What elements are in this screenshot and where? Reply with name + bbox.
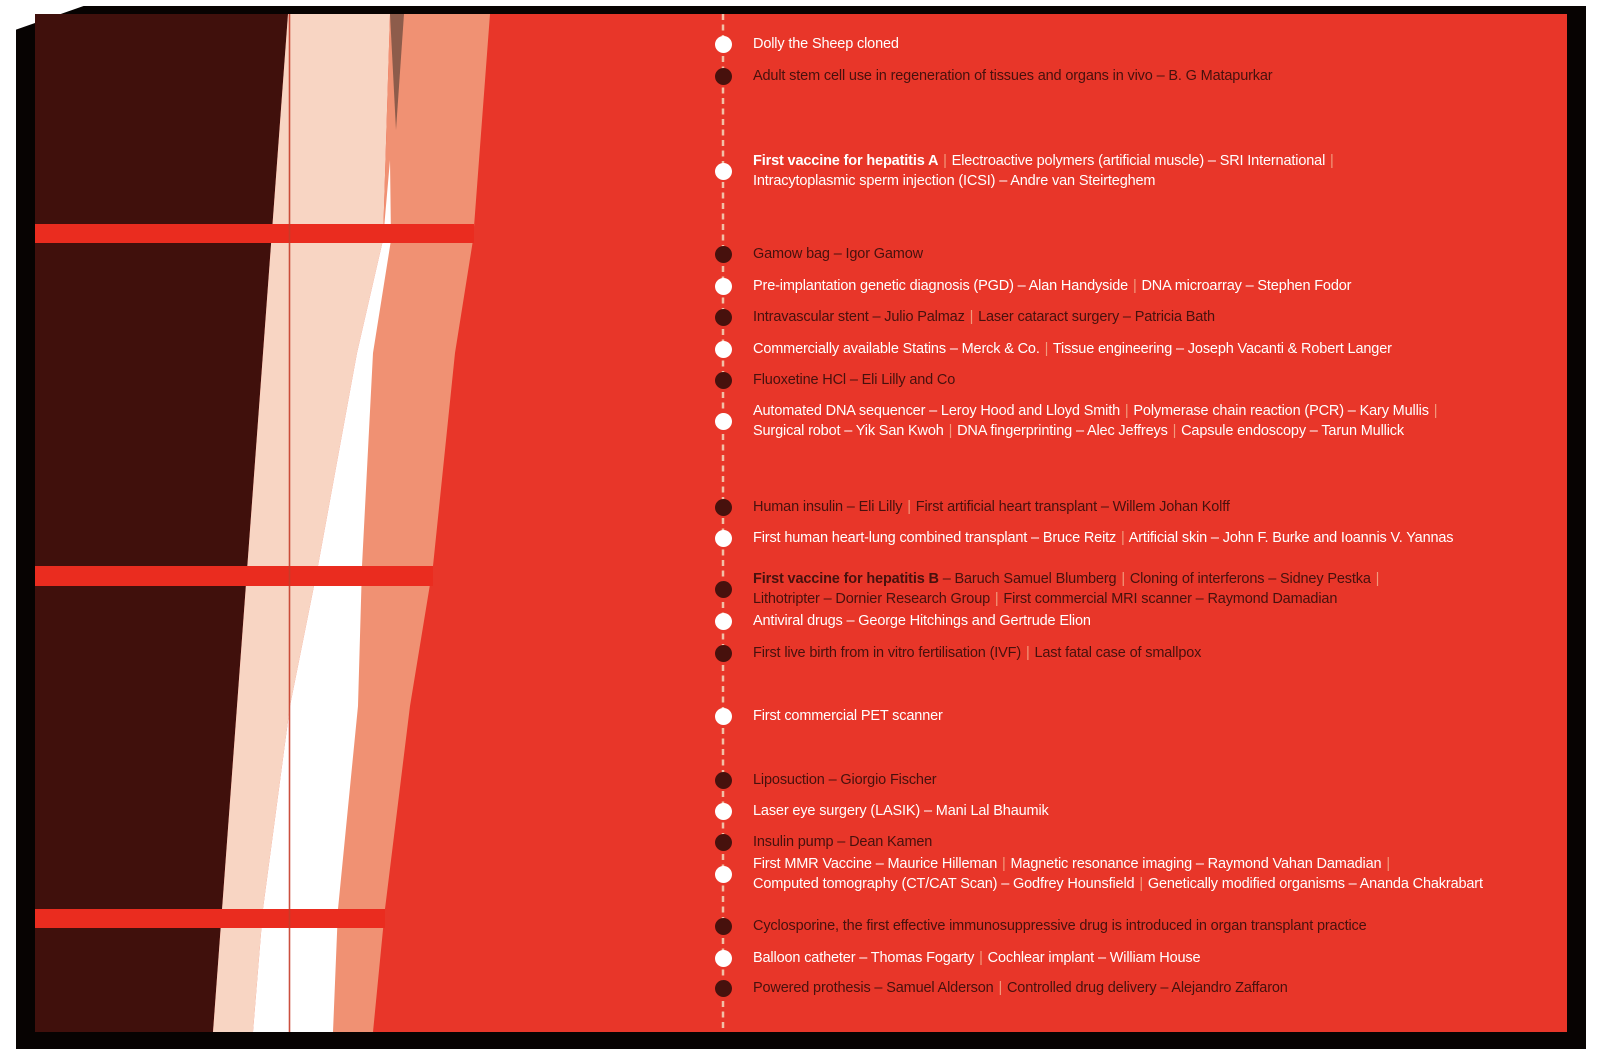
timeline-entry-line: First live birth from in vitro fertilisation (IVF) | Last fatal case of smallpox xyxy=(753,645,1202,661)
timeline-dot xyxy=(715,530,732,547)
timeline-entry-line: Surgical robot – Yik San Kwoh | DNA fingerprinting – Alec Jeffreys | Capsule endoscopy – Tarun Mullick xyxy=(753,423,1404,439)
timeline-entry xyxy=(753,528,1453,548)
timeline-entry xyxy=(753,611,1091,631)
timeline-entry xyxy=(753,569,1380,609)
timeline-entry-line: First vaccine for hepatitis A | Electroactive polymers (artificial muscle) – SRI International | xyxy=(753,153,1334,169)
timeline-entry-line: First human heart-lung combined transplant – Bruce Reitz | Artificial skin – John F. Burke and Ioannis V. Yannas xyxy=(753,530,1454,546)
separator: | xyxy=(943,153,947,169)
timeline-dot xyxy=(715,499,732,516)
timeline-entry xyxy=(753,706,943,726)
timeline-dot xyxy=(715,980,732,997)
separator: | xyxy=(948,423,953,439)
timeline-dot xyxy=(715,772,732,789)
timeline-entry-line: Lithotripter – Dornier Research Group | First commercial MRI scanner – Raymond Damadian xyxy=(753,591,1338,607)
separator: | xyxy=(998,980,1003,996)
timeline-dot xyxy=(715,581,732,598)
timeline-dot xyxy=(715,834,732,851)
separator: | xyxy=(1044,341,1049,357)
separator: | xyxy=(994,591,999,607)
timeline-entry-line: Fluoxetine HCl – Eli Lilly and Co xyxy=(753,372,956,388)
separator: | xyxy=(1330,153,1334,169)
timeline-entry xyxy=(753,916,1367,936)
timeline-entry xyxy=(753,151,1335,191)
timeline-entry-line: Balloon catheter – Thomas Fogarty | Cochlear implant – William House xyxy=(753,950,1201,966)
timeline-dot xyxy=(715,708,732,725)
timeline-dot xyxy=(715,645,732,662)
timeline-entry xyxy=(753,244,923,264)
timeline-entry-line: First MMR Vaccine – Maurice Hilleman | Magnetic resonance imaging – Raymond Vahan Damadian | xyxy=(753,856,1390,872)
timeline-entry xyxy=(753,854,1483,894)
timeline-dot xyxy=(715,309,732,326)
separator: | xyxy=(1121,530,1125,546)
separator: | xyxy=(907,499,911,515)
timeline-entry-line: Cyclosporine, the first effective immunosuppressive drug is introduced in organ transplant practice xyxy=(753,918,1367,934)
timeline-entry xyxy=(753,770,936,790)
timeline-entry xyxy=(753,978,1288,998)
timeline-dot xyxy=(715,341,732,358)
timeline-entry xyxy=(753,276,1351,296)
timeline-dot xyxy=(715,803,732,820)
timeline-entry xyxy=(753,497,1230,517)
separator: | xyxy=(1002,856,1006,872)
timeline-entry xyxy=(753,66,1273,86)
timeline-entry-line: Computed tomography (CT/CAT Scan) – Godfrey Hounsfield | Genetically modified organisms – Ananda Chakrabart xyxy=(753,876,1483,892)
timeline-entry-line: Insulin pump – Dean Kamen xyxy=(753,834,933,850)
timeline-entry-line: Liposuction – Giorgio Fischer xyxy=(753,772,937,788)
timeline-entry-line: Powered prothesis – Samuel Alderson | Controlled drug delivery – Alejandro Zaffaron xyxy=(753,980,1288,996)
separator: | xyxy=(1025,645,1030,661)
separator: | xyxy=(1139,876,1143,892)
timeline-entry-line: Human insulin – Eli Lilly | First artificial heart transplant – Willem Johan Kolff xyxy=(753,499,1230,515)
timeline-entry xyxy=(753,339,1392,359)
timeline-dot xyxy=(715,163,732,180)
timeline-entry xyxy=(753,34,899,54)
timeline-entry-line: Pre-implantation genetic diagnosis (PGD) – Alan Handyside | DNA microarray – Stephen Fodor xyxy=(753,278,1352,294)
timeline-dot xyxy=(715,950,732,967)
separator: | xyxy=(1433,403,1438,419)
timeline-entry-line: Intracytoplasmic sperm injection (ICSI) – Andre van Steirteghem xyxy=(753,173,1156,189)
timeline-entry-line: Laser eye surgery (LASIK) – Mani Lal Bhaumik xyxy=(753,803,1049,819)
timeline-entry xyxy=(753,801,1049,821)
separator: | xyxy=(969,309,974,325)
timeline-entry xyxy=(753,643,1201,663)
timeline-dot xyxy=(715,918,732,935)
timeline-dot xyxy=(715,278,732,295)
timeline-entry xyxy=(753,832,932,852)
timeline-entry-line: Adult stem cell use in regeneration of tissues and organs in vivo – B. G Matapurkar xyxy=(753,68,1273,84)
timeline-entry-line: Commercially available Statins – Merck & Co. | Tissue engineering – Joseph Vacanti & Robert Langer xyxy=(753,341,1392,357)
timeline-dot xyxy=(715,68,732,85)
timeline-entry xyxy=(753,401,1438,441)
timeline-entry-line: First commercial PET scanner xyxy=(753,708,943,724)
separator: | xyxy=(1172,423,1177,439)
separator: | xyxy=(1386,856,1390,872)
timeline-entry xyxy=(753,370,955,390)
timeline-entry-line: Antiviral drugs – George Hitchings and Gertrude Elion xyxy=(753,613,1091,629)
separator: | xyxy=(1132,278,1137,294)
timeline-dot xyxy=(715,866,732,883)
timeline-dot xyxy=(715,36,732,53)
timeline-entry-line: Intravascular stent – Julio Palmaz | Laser cataract surgery – Patricia Bath xyxy=(753,309,1215,325)
timeline-entry-line: Automated DNA sequencer – Leroy Hood and Lloyd Smith | Polymerase chain reaction (PCR) – Kary Mullis | xyxy=(753,403,1438,419)
timeline-entry-line: Dolly the Sheep cloned xyxy=(753,36,899,52)
separator: | xyxy=(979,950,983,966)
separator: | xyxy=(1124,403,1129,419)
timeline-dot xyxy=(715,372,732,389)
timeline-entry-line: Gamow bag – Igor Gamow xyxy=(753,246,923,262)
timeline-dot xyxy=(715,413,732,430)
timeline-dot xyxy=(715,246,732,263)
timeline-dot xyxy=(715,613,732,630)
separator: | xyxy=(1121,571,1125,587)
timeline-entry xyxy=(753,948,1200,968)
timeline-entry xyxy=(753,307,1215,327)
timeline-entry-line: First vaccine for hepatitis B – Baruch Samuel Blumberg | Cloning of interferons – Sidney Pestka | xyxy=(753,571,1380,587)
separator: | xyxy=(1375,571,1380,587)
